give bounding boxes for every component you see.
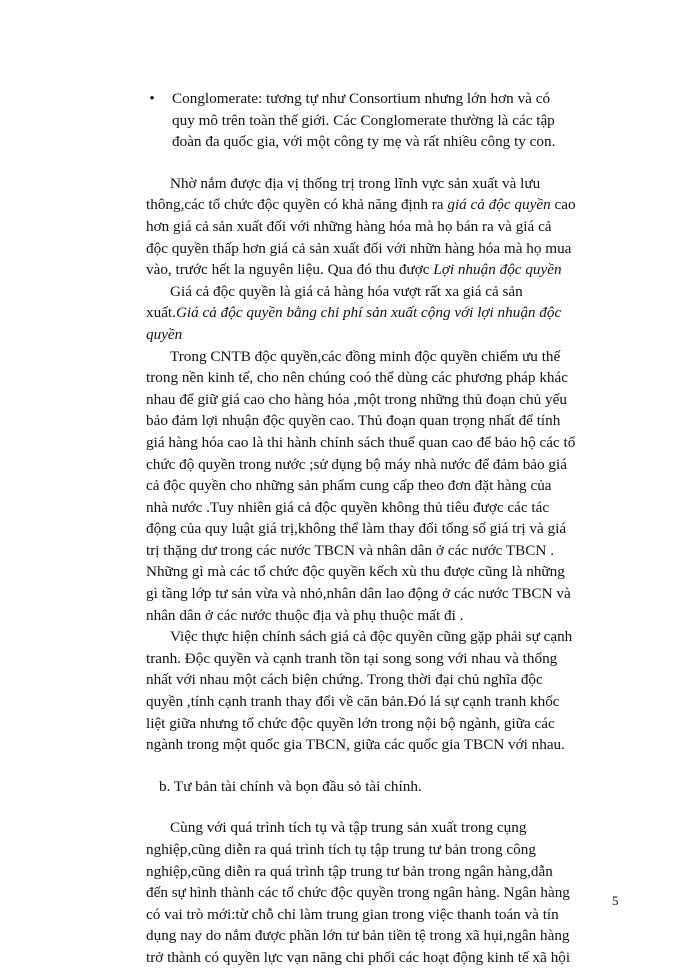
italic-definition: Giá cả độc quyền bằng chi phí sản xuất cộng với lợi nhuận độc quyền (146, 304, 562, 343)
section-heading: b. Tư bản tài chính và bọn đầu sỏ tài chính. (159, 777, 422, 795)
page-number: 5 (612, 893, 619, 908)
italic-term: giá cả độc quyền (447, 196, 551, 214)
paragraph-competition: Việc thực hiện chính sách giá cả độc quyền cũng gặp phải sự cạnh tranh. Độc quyền và cạnh tranh tồn tại song song với nhau và thống nhất với nhau một cách biện chứng. Trong thời đại chủ nghĩa độc quyền ,tính cạnh tranh thay đổi về căn bản.Đó lá sự cạnh tranh khốc liệt giữa nhưng tổ chức độc quyền lớn trong nội bộ ngành, giữa các ngành trong một quốc gia TBCN, giữa các quốc gia TBCN với nhau. (146, 628, 573, 754)
paragraph-monopoly-price: Nhờ nắm được địa vị thống trị trong lĩnh vực sản xuất và lưu thông,các tổ chức độc quyền có khả năng định ra giá cả độc quyền cao hơn giá cả sản xuất đối với những hàng hóa mà họ bán ra và giá cả độc quyền thấp hơn giá cả sản xuất đối với nhữn hàng hóa mà họ mua vào, trước hết la nguyên liệu. Qua đó thu được Lợi nhuận độc quyền (146, 174, 576, 279)
page-content (146, 88, 576, 969)
paragraph-cntb: Trong CNTB độc quyền,các đồng minh độc quyền chiếm ưu thế trong nền kinh tế, cho nên chúng coó thể dùng các phương pháp khác nhau để giữ giá cao cho hàng hóa ,một trong những thủ đoạn chủ yếu bảo đảm lợi nhuận độc quyền cao. Thủ đoạn quan trọng nhất để tính giá hàng hóa cao là thi hành chính sách thuế quan cao để bảo hộ các tổ chức độ quyền trong nước ;sử dụng bộ máy nhà nước để đảm bảo giá cả độc quyền cho những sản phẩm cung cấp theo đơn đặt hàng của nhà nước .Tuy nhiên giá cả độc quyền không thủ tiêu được các tác động của quy luật giá trị,không thể làm thay đổi tổng số giá trị và giá trị thặng dư trong các nước TBCN và nhân dân ở các nước TBCN . Những gì mà các tổ chức độc quyền kếch xù thu được cũng là những gì tầng lớp tư sản vừa và nhỏ,nhân dân lao động ở các nước TBCN và nhân dân ở các nước thuộc địa và phụ thuộc mất đi . (146, 347, 576, 624)
italic-term: Lợi nhuận độc quyền (433, 261, 562, 279)
paragraph-price-definition: Giá cả độc quyền là giá cả hàng hóa vượt rất xa giá cả sản xuất.Giá cả độc quyền bằng chi phí sản xuất cộng với lợi nhuận độc quyền (146, 282, 562, 343)
bullet-item (146, 88, 576, 153)
bullet-text: Conglomerate: tương tự như Consortium nhưng lớn hơn và có quy mô trên toàn thế giới. Các Conglomerate thường là các tập đoàn đa quốc gia, với một công ty mẹ và rất nhiều công ty con. (172, 90, 556, 151)
paragraph-finance-capital: Cùng với quá trình tích tụ và tập trung sản xuất trong cụng nghiệp,cũng diễn ra quá trình tích tụ tập trung tư bản trong công nghiệp,cũng diễn ra quá trình tập trung tư bản trong ngân hàng,dẫn đến sự hình thành các tổ chức độc quyền trong ngân hàng. Ngân hàng có vai trò mới:từ chỗ chỉ làm trung gian trong việc thanh toán và tín dụng nay do nắm được phần lớn tư bản tiền tệ trong xã hụi,ngân hàng trở thành có quyền lực vạn năng chi phối các hoạt động kinh tế xã hội (146, 819, 571, 966)
bullet-icon: • (149, 90, 155, 107)
